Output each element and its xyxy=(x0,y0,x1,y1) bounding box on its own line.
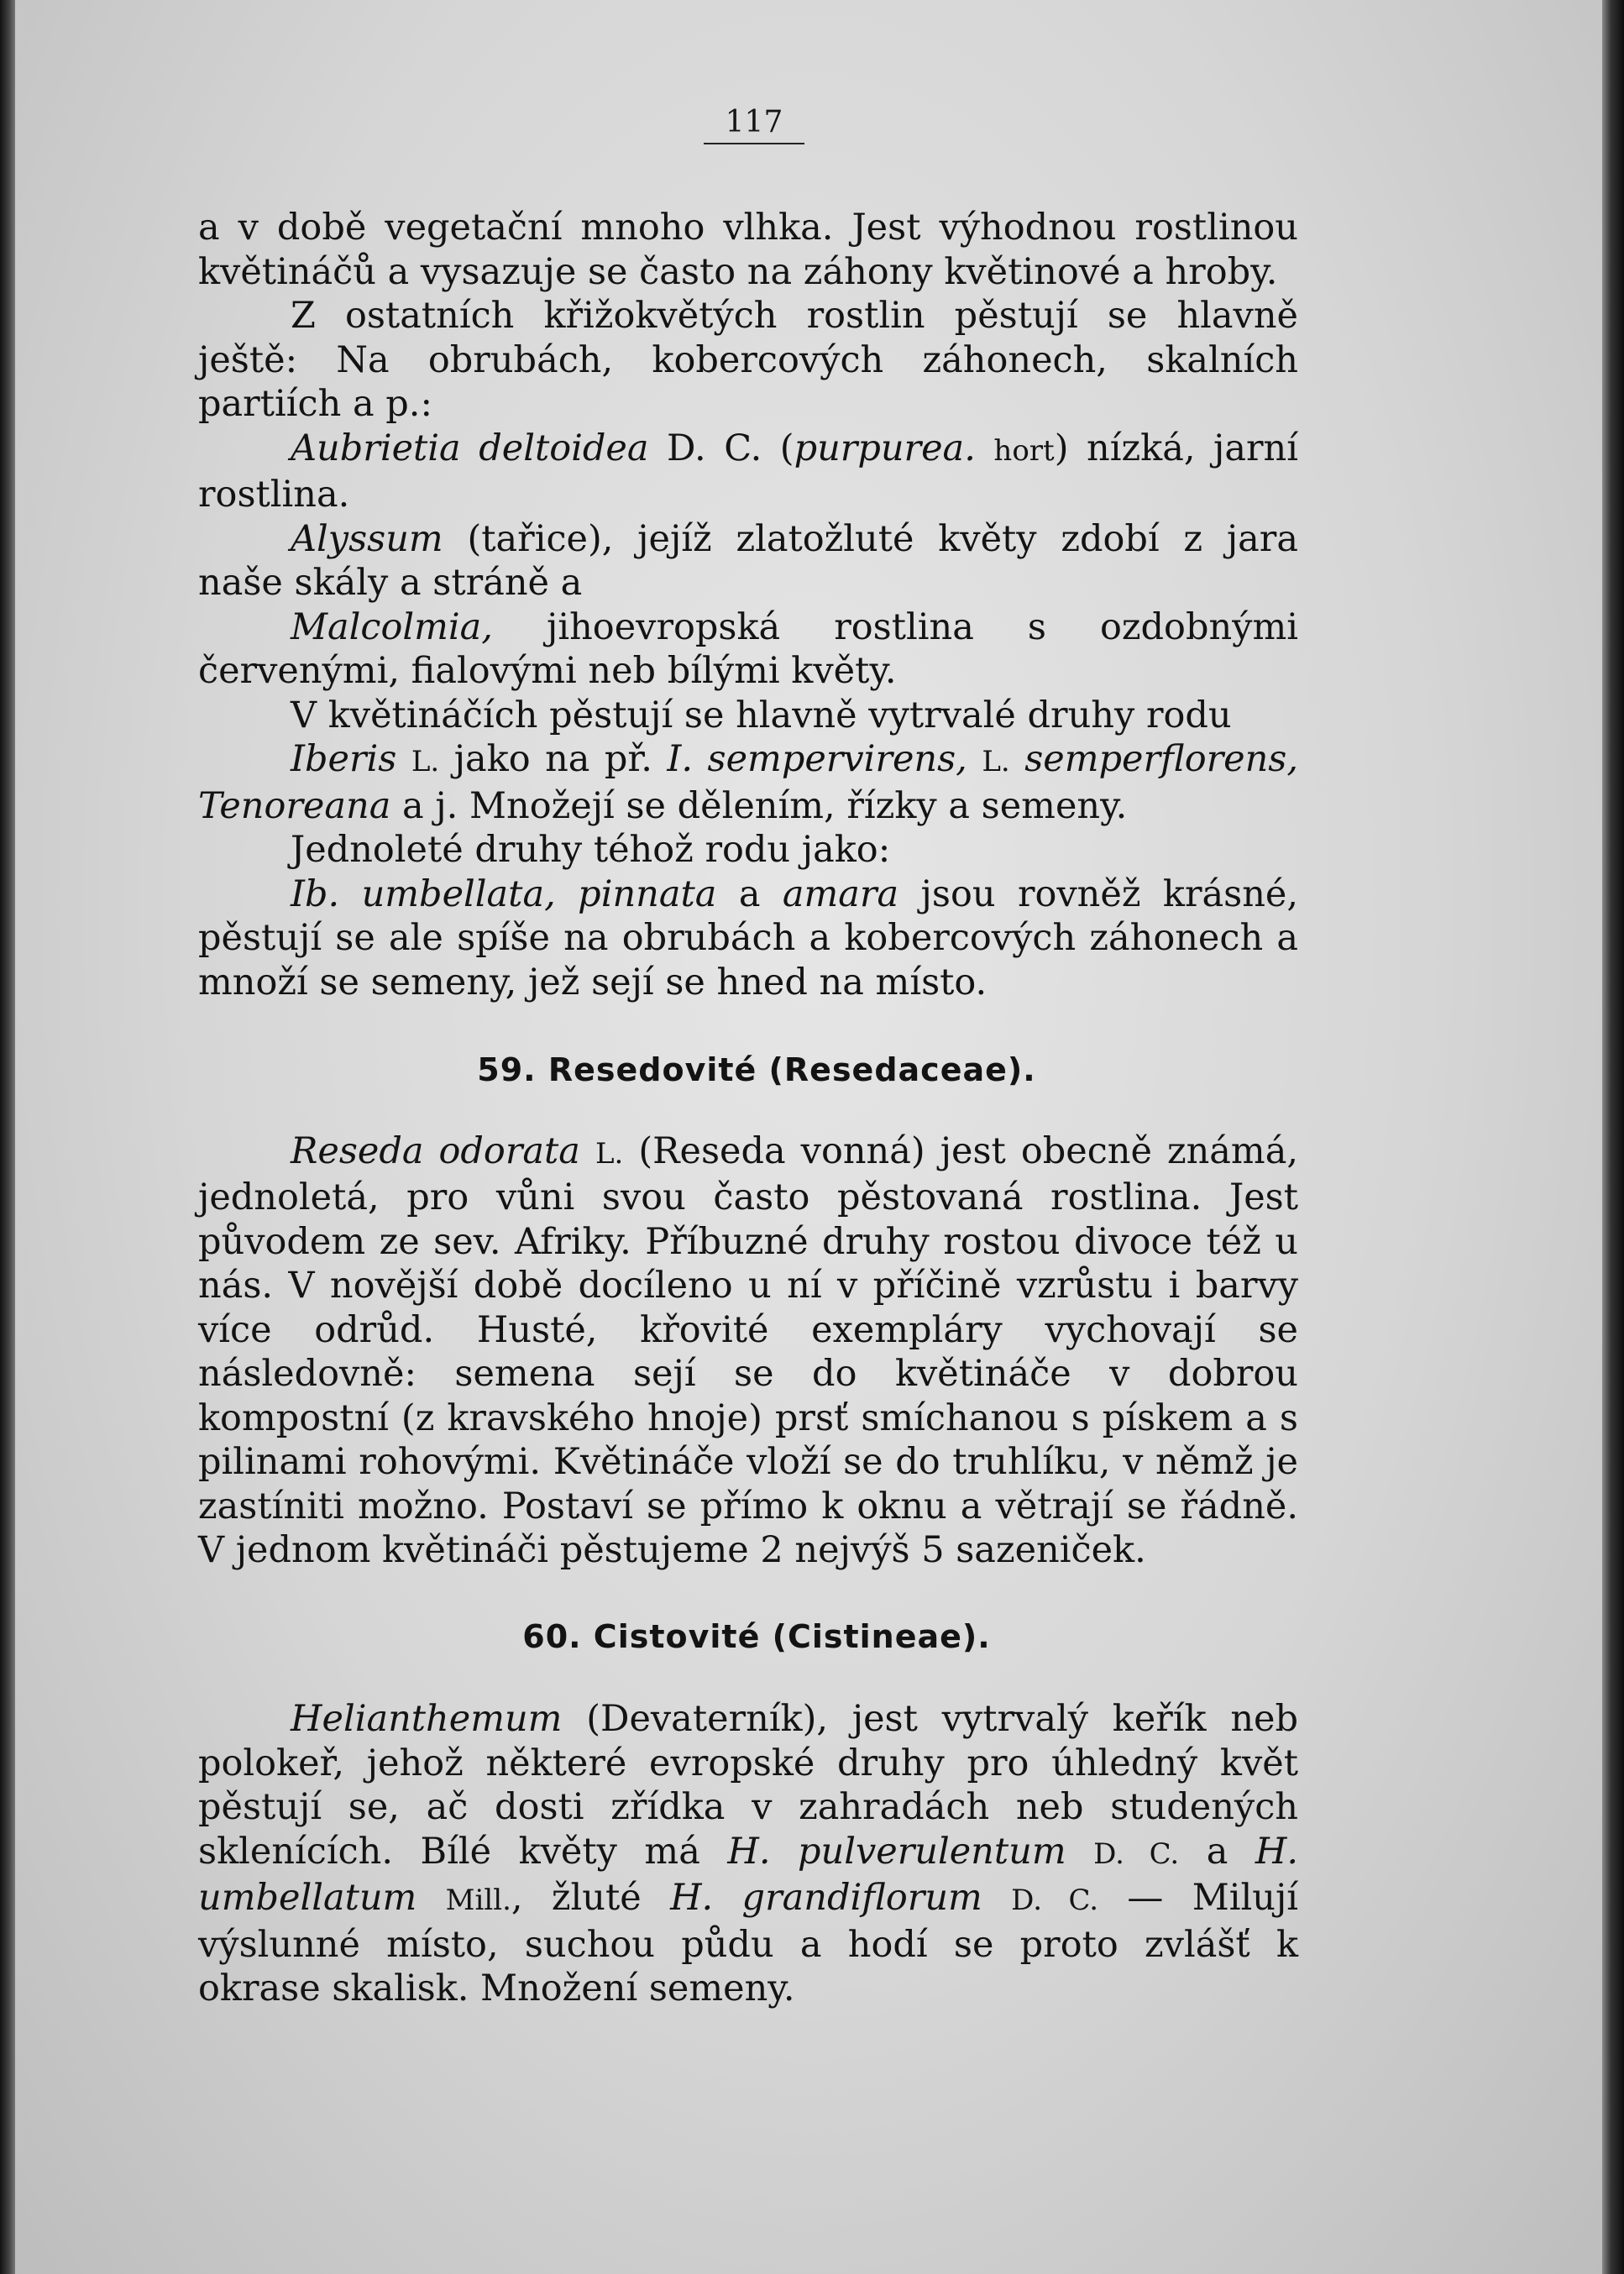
conjunction: a xyxy=(738,872,761,915)
species-name: I. sempervirens, xyxy=(667,738,967,780)
scan-edge-right xyxy=(1602,0,1624,2274)
genus-name: Helianthemum xyxy=(291,1698,563,1740)
species-name: H. grandiflorum xyxy=(670,1877,982,1919)
species-name: Reseda odorata xyxy=(291,1129,580,1172)
author-abbrev: L. xyxy=(411,745,440,778)
paragraph-other-cruciferae: Z ostatních křižokvětých rostlin pěstují se hlavně ještě: Na obrubách, kobercových záhonech, skalních partiích a p.: xyxy=(198,295,1298,425)
paragraph-iberis xyxy=(198,737,1298,828)
section-heading-59: 59. Resedovité (Resedaceae). xyxy=(477,1051,1036,1088)
paragraph-text: — Milují výslunné místo, suchou půdu a hodí se proto zvlášť k okrase skalisk. Množení semeny. xyxy=(198,1877,1299,2009)
paragraph-text: , žluté xyxy=(511,1877,642,1919)
section-heading-60: 60. Cistovité (Cistineae). xyxy=(522,1617,991,1655)
paragraph-text: (Reseda vonná) jest obecně známá, jednoletá, pro vůni svou často pěstovaná rostlina. Jest původem ze sev. Afriky. Příbuzné druhy rostou divoce též u nás. V novější době docíleno u ní v příčině vzrůstu i barvy více odrůd. Husté, křovité exempláry vychovají se následovně: semena sejí se do květináče v dobrou kompostní (z kravského hnoje) prsť smíchanou s pískem a s pilinami rohovými. Květináče vloží se do truhlíku, v němž je zastíniti možno. Postaví se přímo k oknu a větrají se řádně. V jednom květináči pěstujeme 2 nejvýš 5 sazeniček. xyxy=(198,1129,1299,1571)
author-abbrev: L. xyxy=(595,1136,624,1171)
conjunction: a xyxy=(1206,1830,1228,1873)
author-abbrev: Mill. xyxy=(445,1884,511,1917)
species-name: Malcolmia, xyxy=(291,605,493,648)
species-name: Ib. umbellata, pinnata xyxy=(291,872,717,915)
paragraph-text: jako na př. xyxy=(453,738,652,780)
species-name: Alyssum xyxy=(291,517,443,560)
paragraph-text: jihoevropská rostlina s ozdobnými červenými, fialovými neb bílými květy. xyxy=(198,605,1298,692)
paragraph-malcolmia xyxy=(198,605,1298,694)
book-page xyxy=(15,0,1602,2274)
species-name: H. umbellatum xyxy=(198,1830,1299,1919)
paragraph-alyssum xyxy=(198,517,1298,605)
paragraph-text: a j. Množejí se dělením, řízky a semeny. xyxy=(402,784,1128,827)
species-name: semperflorens, Tenoreana xyxy=(198,738,1299,827)
paragraph-continuation: a v době vegetační mnoho vlhka. Jest výhodnou rostlinou květináčů a vysazuje se často na záhony květinové a hroby. xyxy=(198,207,1298,293)
paragraph-text: jsou rovněž krásné, pěstují se ale spíše na obrubách a kobercových záhonech a množí se semeny, jež sejí se hned na místo. xyxy=(198,872,1299,1003)
paragraph-aubrietia xyxy=(198,427,1298,517)
bracket-open: ( xyxy=(779,427,794,469)
species-name: H. pulverulentum xyxy=(727,1830,1066,1873)
author-abbrev: D. C. xyxy=(667,427,762,469)
paragraph-pots: V květináčích pěstují se hlavně vytrvalé druhy rodu xyxy=(291,694,1232,736)
page-number: 117 xyxy=(704,105,804,144)
author-abbrev: D. C. xyxy=(1011,1884,1099,1917)
author-abbrev: D. C. xyxy=(1093,1836,1180,1871)
species-name: amara xyxy=(782,872,899,915)
paragraph-text: (tařice), jejíž zlatožluté květy zdobí z jara naše skály a stráně a xyxy=(198,517,1298,604)
synonym-author: hort xyxy=(993,433,1055,468)
paragraph-iberis-annual xyxy=(198,872,1298,1005)
paragraph-helianthemum xyxy=(198,1697,1298,2011)
author-abbrev: L. xyxy=(982,745,1010,778)
synonym-name: purpurea. xyxy=(794,427,976,469)
paragraph-reseda xyxy=(198,1129,1298,1573)
page-body xyxy=(198,206,1298,2011)
species-name: Aubrietia deltoidea xyxy=(291,427,649,469)
genus-name: Iberis xyxy=(291,738,397,780)
scan-edge-left xyxy=(0,0,15,2274)
paragraph-text: (Devaterník), jest vytrvalý keřík neb polokeř, jehož některé evropské druhy pro úhledný květ pěstují se, ač dosti zřídka v zahradách neb studených sklenících. Bílé květy má xyxy=(198,1698,1298,1873)
paragraph-annual: Jednoleté druhy téhož rodu jako: xyxy=(291,829,891,871)
paragraph-text: ) nízká, jarní rostlina. xyxy=(198,427,1299,516)
